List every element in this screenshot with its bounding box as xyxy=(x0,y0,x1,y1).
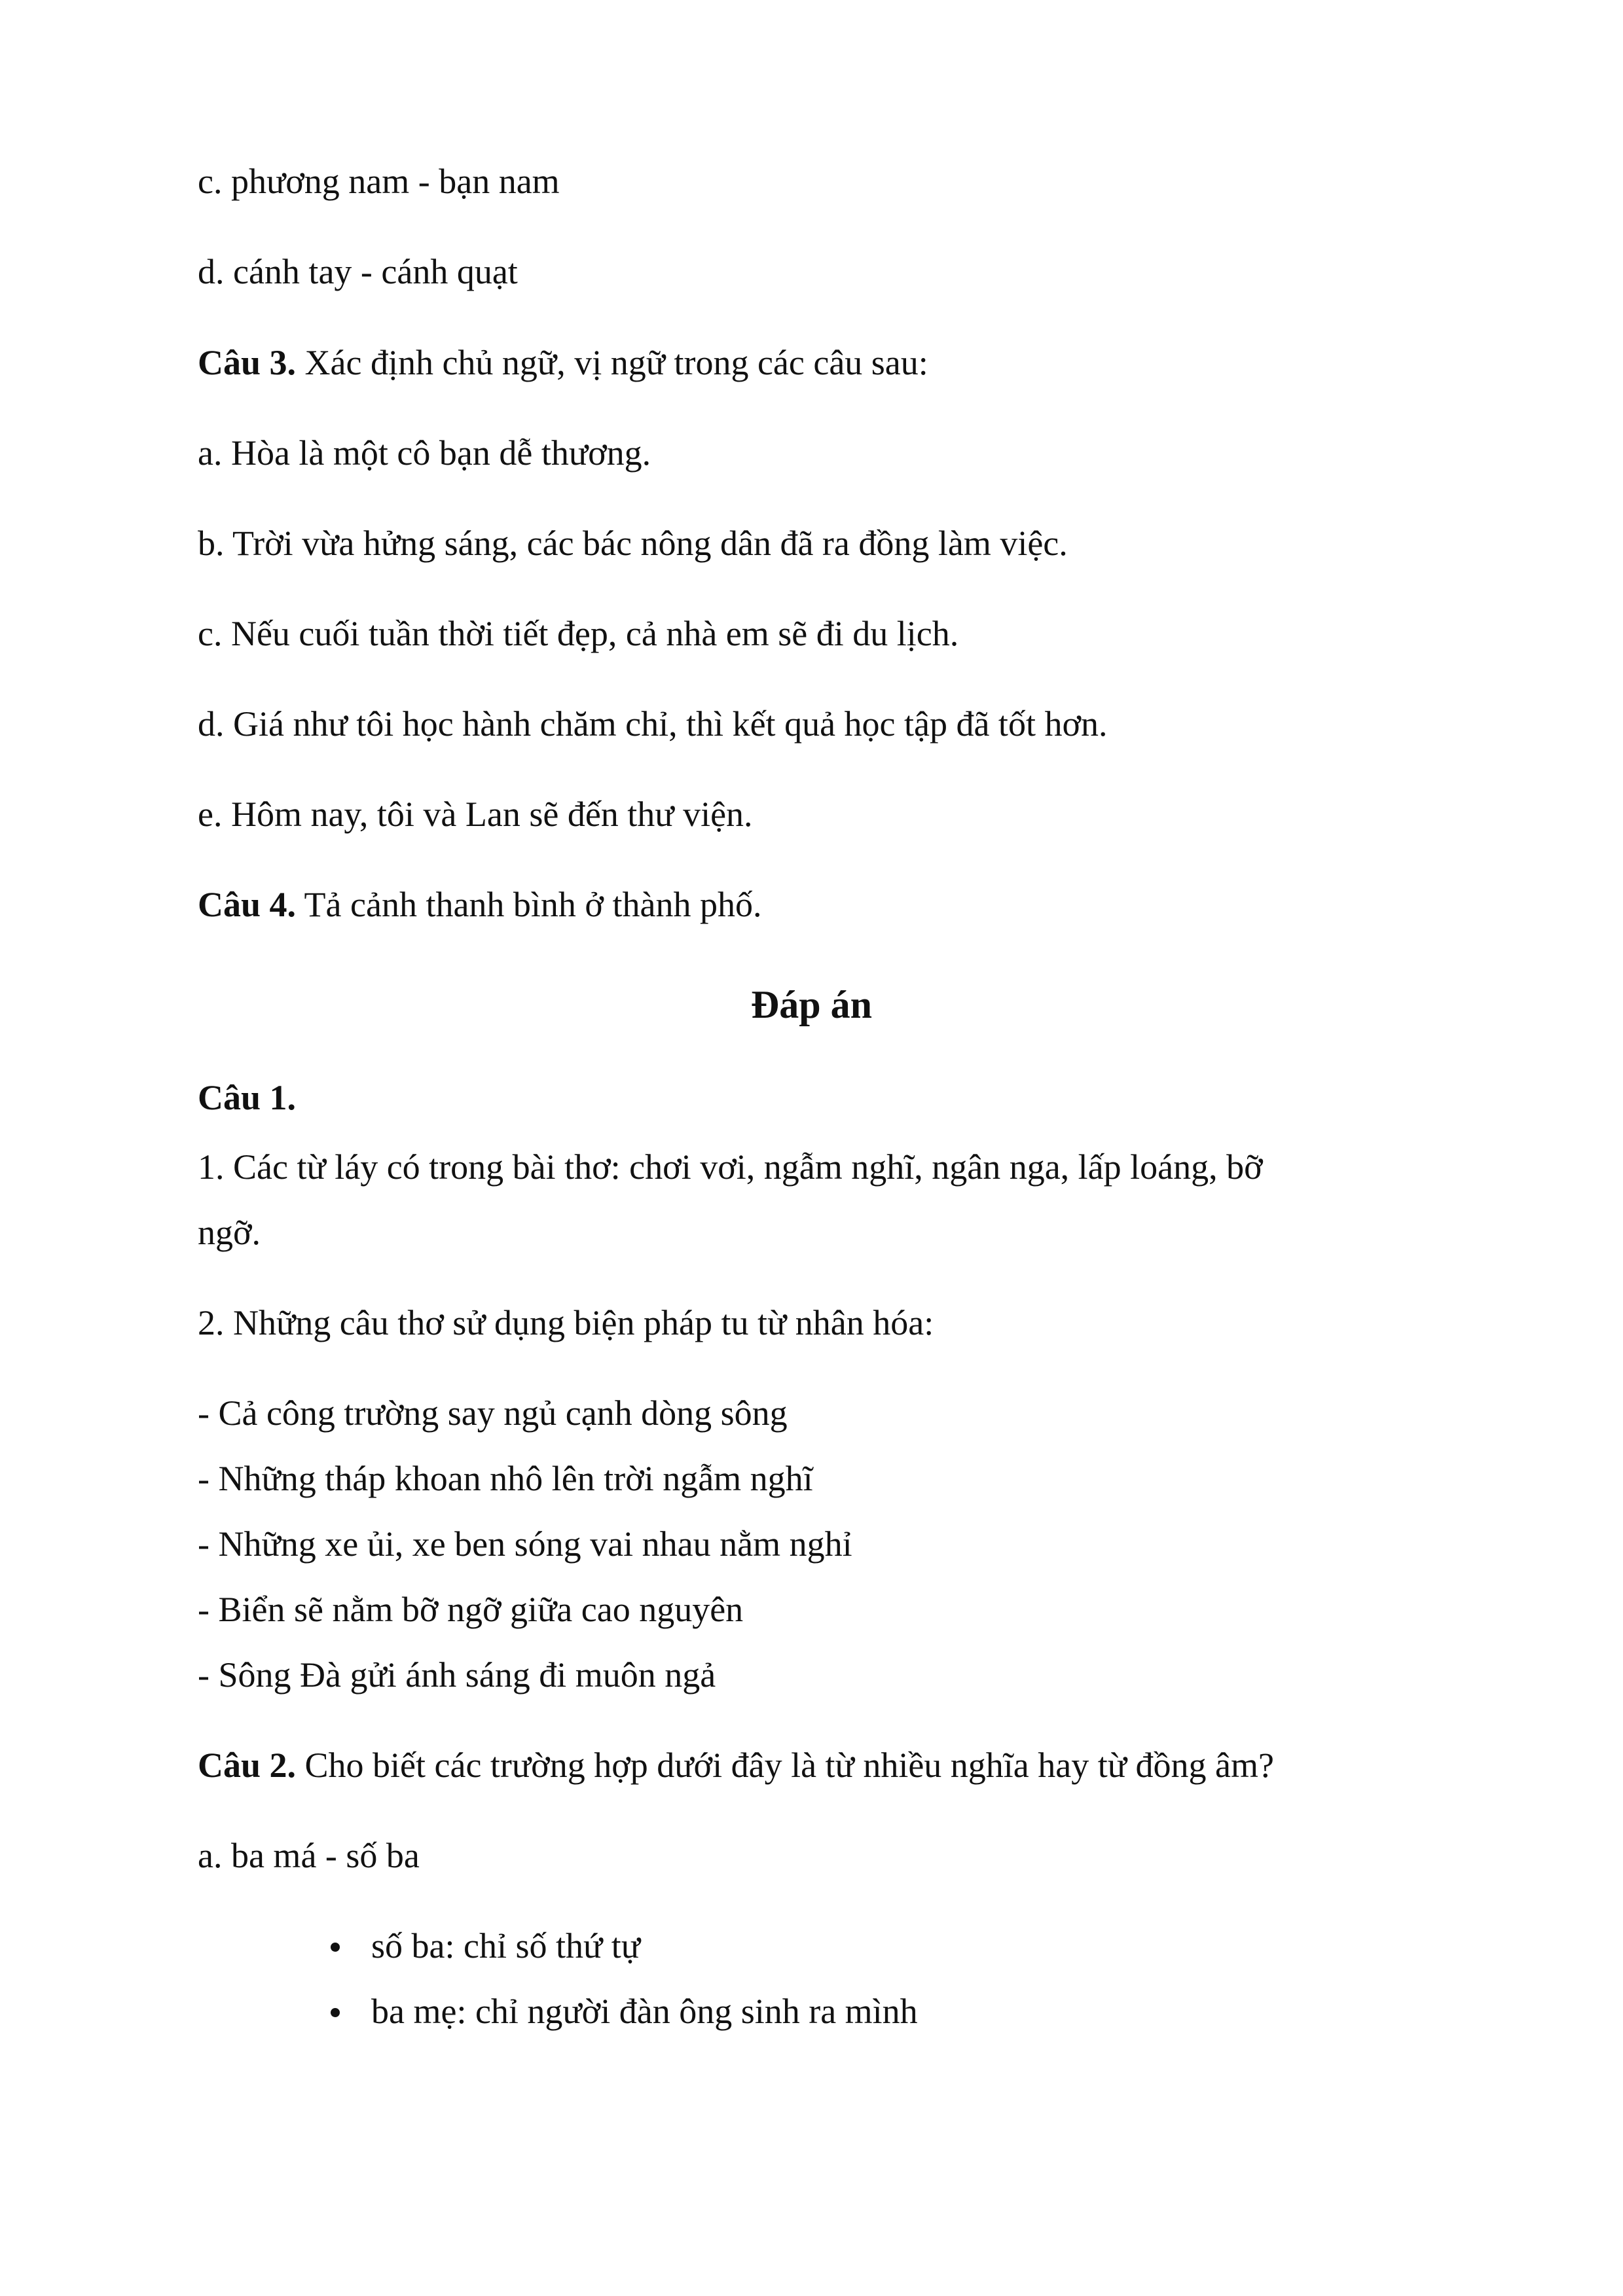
question-3-label: Câu 3. xyxy=(198,343,297,382)
question-3-item-a: a. Hòa là một cô bạn dễ thương. xyxy=(198,433,651,473)
poem-line: - Những tháp khoan nhô lên trời ngẫm nghĩ xyxy=(198,1459,813,1498)
poem-line: - Sông Đà gửi ánh sáng đi muôn ngả xyxy=(198,1655,716,1695)
question-4-label: Câu 4. xyxy=(198,885,297,924)
answer-1-p2: 2. Những câu thơ sử dụng biện pháp tu từ nhân hóa: xyxy=(198,1303,934,1342)
poem-line: - Biển sẽ nằm bỡ ngỡ giữa cao nguyên xyxy=(198,1590,744,1629)
answer-1-p1-line1: 1. Các từ láy có trong bài thơ: chơi vơi, ngẫm nghĩ, ngân nga, lấp loáng, bỡ xyxy=(198,1147,1263,1187)
bullet-text: ba mẹ: chỉ người đàn ông sinh ra mình xyxy=(371,1992,918,2031)
poem-line: - Cả công trường say ngủ cạnh dòng sông xyxy=(198,1393,788,1433)
bullet-dot-icon xyxy=(331,2008,340,2017)
bullet-text: số ba: chỉ số thứ tự xyxy=(371,1926,641,1965)
question-3-item-e: e. Hôm nay, tôi và Lan sẽ đến thư viện. xyxy=(198,795,753,834)
answers-heading: Đáp án xyxy=(750,983,873,1026)
answer-1-label: Câu 1. xyxy=(198,1078,297,1117)
bullet-item xyxy=(331,1990,918,2033)
question-4-text: Tả cảnh thanh bình ở thành phố. xyxy=(296,885,762,924)
question-3-item-c: c. Nếu cuối tuần thời tiết đẹp, cả nhà em sẽ đi du lịch. xyxy=(198,614,959,653)
bullet-item xyxy=(331,1924,640,1967)
bullet-dot-icon xyxy=(331,1943,340,1952)
question-3-item-d: d. Giá như tôi học hành chăm chỉ, thì kết quả học tập đã tốt hơn. xyxy=(198,704,1108,744)
answer-2-item-a: a. ba má - số ba xyxy=(198,1836,420,1875)
question-3 xyxy=(198,341,928,384)
option-c-top: c. phương nam - bạn nam xyxy=(198,162,560,201)
answer-2-text: Cho biết các trường hợp dưới đây là từ nhiều nghĩa hay từ đồng âm? xyxy=(296,1746,1274,1785)
question-3-text: Xác định chủ ngữ, vị ngữ trong các câu sau: xyxy=(296,343,928,382)
answer-2-label: Câu 2. xyxy=(198,1746,297,1785)
question-3-item-b: b. Trời vừa hửng sáng, các bác nông dân đã ra đồng làm việc. xyxy=(198,524,1068,563)
option-d-top: d. cánh tay - cánh quạt xyxy=(198,252,518,291)
poem-line: - Những xe ủi, xe ben sóng vai nhau nằm nghỉ xyxy=(198,1524,852,1564)
answer-2 xyxy=(198,1744,1274,1787)
question-4 xyxy=(198,883,761,926)
answer-1-p1-line2: ngỡ. xyxy=(198,1213,261,1252)
